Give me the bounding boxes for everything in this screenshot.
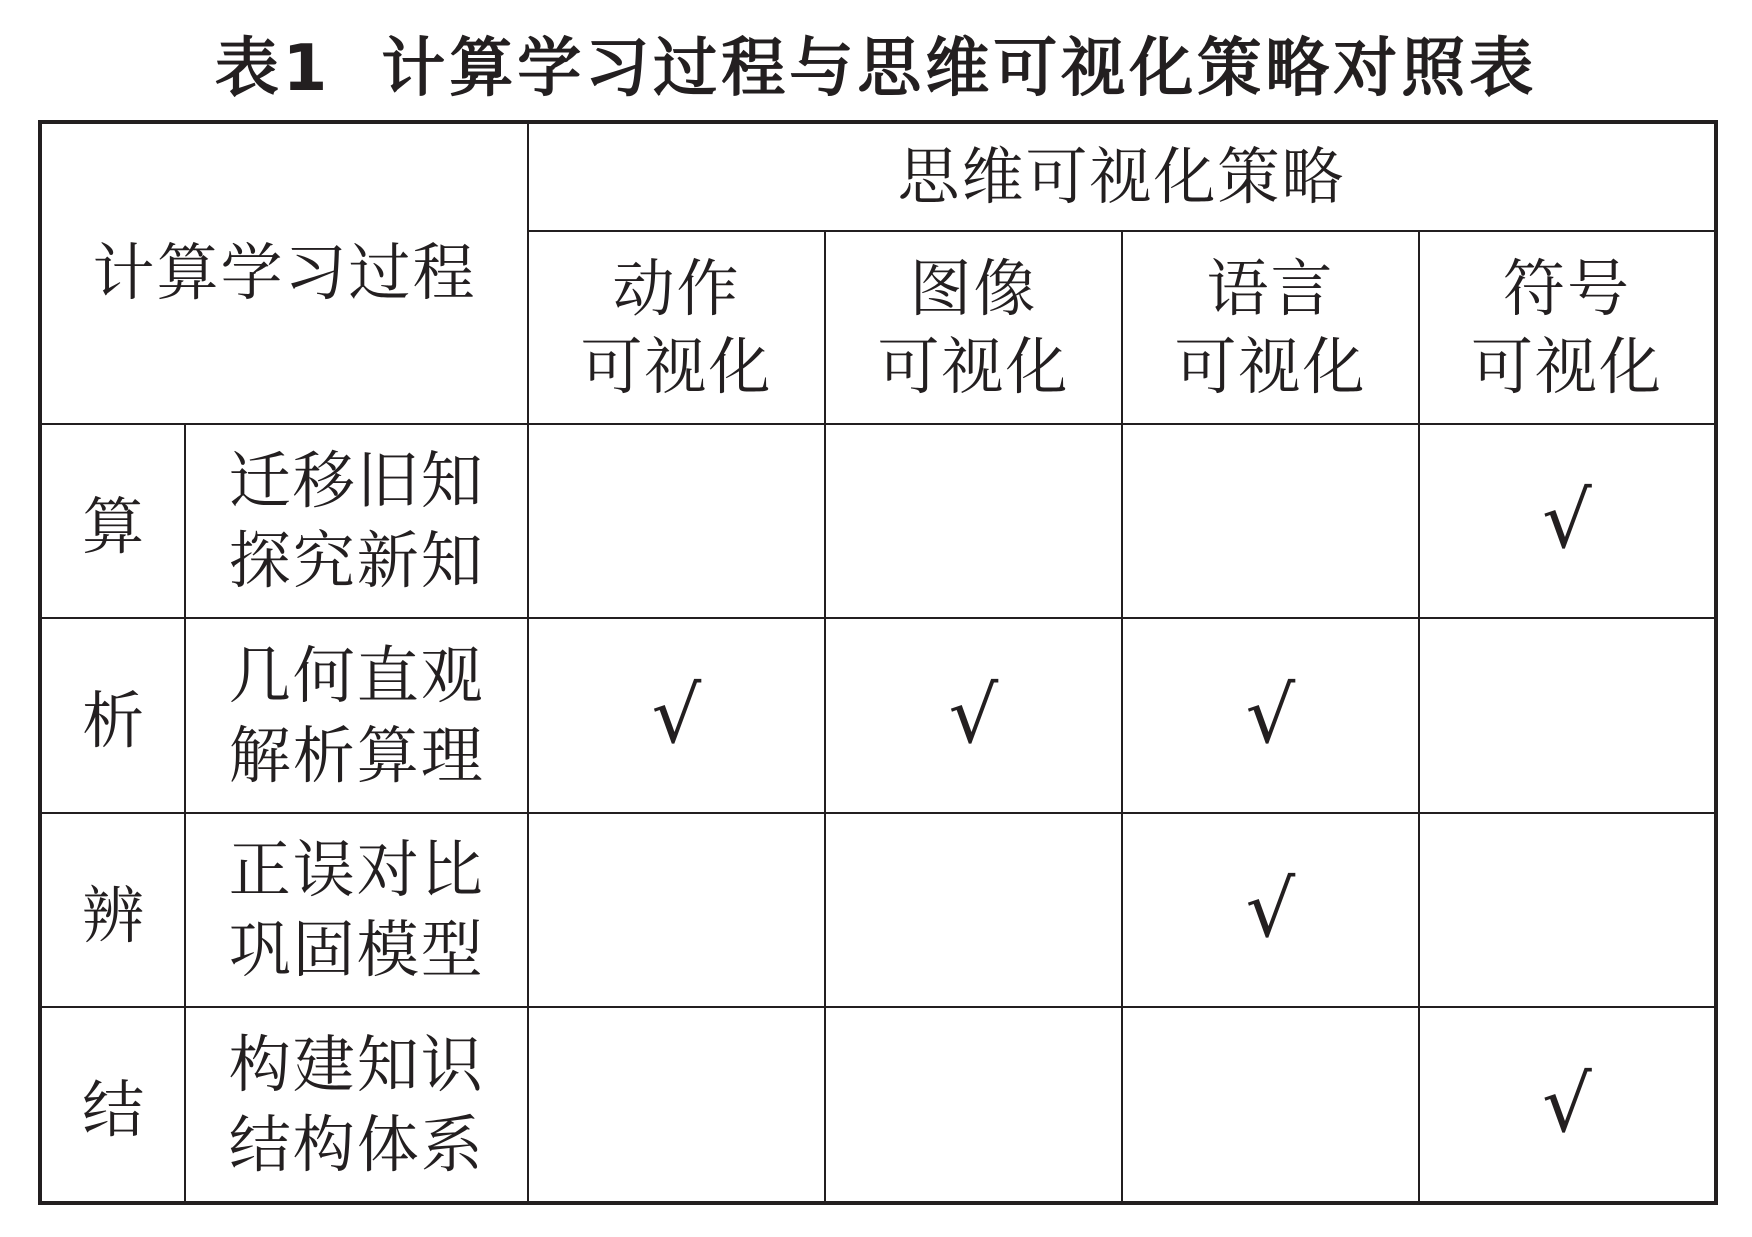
check-cell	[528, 813, 825, 1008]
column-header-line2: 可视化	[1174, 329, 1367, 403]
check-cell	[825, 813, 1122, 1008]
stage-cell: 析	[40, 618, 185, 813]
process-line2: 巩固模型	[228, 913, 485, 987]
check-cell	[1122, 424, 1419, 619]
column-header-line2: 可视化	[580, 329, 773, 403]
header-row-top	[40, 122, 1716, 231]
column-header-language	[1122, 231, 1419, 424]
check-cell	[1122, 1007, 1419, 1203]
table-row	[40, 813, 1716, 1008]
column-header-line1: 动作	[612, 251, 741, 325]
check-cell	[528, 1007, 825, 1203]
process-cell	[185, 1007, 528, 1203]
check-cell: √	[1419, 1007, 1716, 1203]
process-cell	[185, 813, 528, 1008]
process-line1: 正误对比	[228, 833, 485, 907]
stage-cell: 结	[40, 1007, 185, 1203]
check-cell	[1419, 813, 1716, 1008]
column-header-line2: 可视化	[877, 329, 1070, 403]
column-header-action	[528, 231, 825, 424]
process-line1: 构建知识	[228, 1027, 485, 1101]
stage-cell: 算	[40, 424, 185, 619]
process-cell	[185, 618, 528, 813]
process-line1: 几何直观	[228, 638, 485, 712]
process-line2: 探究新知	[228, 524, 485, 598]
check-cell	[825, 424, 1122, 619]
table-row	[40, 424, 1716, 619]
strategy-header: 思维可视化策略	[528, 122, 1716, 231]
column-header-line1: 符号	[1502, 251, 1631, 325]
check-cell: √	[528, 618, 825, 813]
process-line2: 结构体系	[228, 1107, 485, 1181]
check-cell: √	[825, 618, 1122, 813]
table-row	[40, 618, 1716, 813]
check-cell: √	[1122, 813, 1419, 1008]
process-line2: 解析算理	[228, 718, 485, 792]
check-cell	[528, 424, 825, 619]
check-cell	[825, 1007, 1122, 1203]
process-line1: 迁移旧知	[228, 444, 485, 518]
process-header: 计算学习过程	[40, 122, 528, 424]
column-header-symbol	[1419, 231, 1716, 424]
comparison-table	[38, 120, 1718, 1205]
column-header-line1: 图像	[909, 251, 1038, 325]
stage-cell: 辨	[40, 813, 185, 1008]
table-caption	[0, 18, 1752, 108]
check-cell: √	[1122, 618, 1419, 813]
check-cell: √	[1419, 424, 1716, 619]
column-header-image	[825, 231, 1122, 424]
process-cell	[185, 424, 528, 619]
table-row	[40, 1007, 1716, 1203]
column-header-line2: 可视化	[1470, 329, 1663, 403]
table-title: 计算学习过程与思维可视化策略对照表	[381, 32, 1538, 106]
check-cell	[1419, 618, 1716, 813]
table-number: 表1	[214, 32, 332, 106]
column-header-line1: 语言	[1206, 251, 1335, 325]
